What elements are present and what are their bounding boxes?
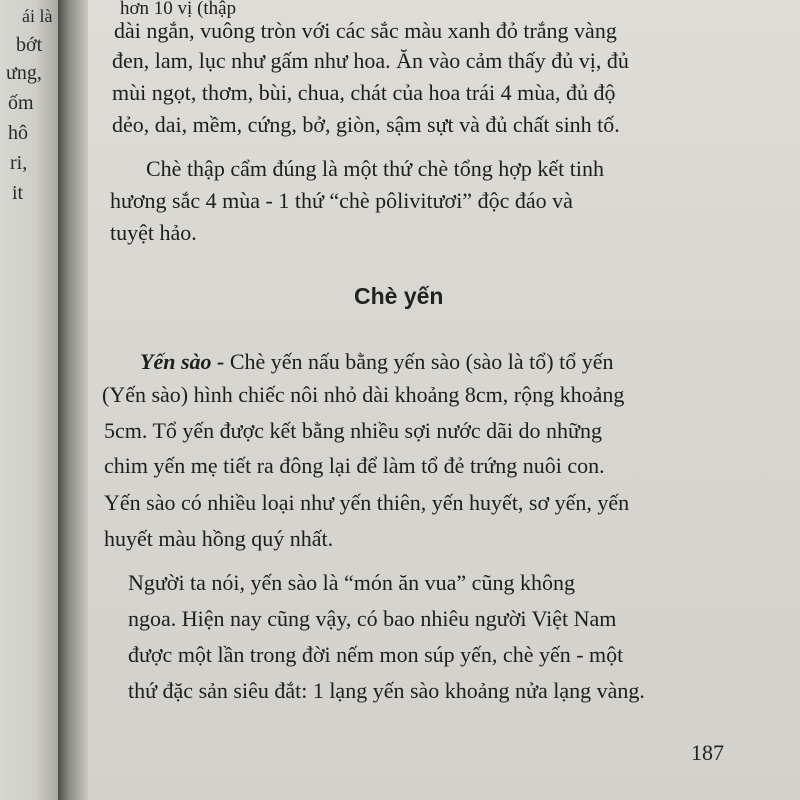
- text-line: (Yến sào) hình chiếc nôi nhỏ dài khoảng 8cm, rộng khoảng: [102, 382, 625, 407]
- page-number: 187: [691, 740, 724, 765]
- left-page-fragment: bớt: [16, 34, 43, 56]
- text-line: Người ta nói, yến sào là “món ăn vua” cũng không: [128, 570, 575, 595]
- term-lead: Yến sào -: [140, 349, 225, 374]
- text-line: tuyệt hảo.: [110, 220, 197, 245]
- left-page-fragment: ưng,: [6, 62, 42, 84]
- text-line: dẻo, dai, mềm, cứng, bở, giòn, sậm sựt và đủ chất sinh tố.: [112, 112, 620, 137]
- left-page-fragment: ri,: [10, 152, 28, 174]
- left-page-fragment: ốm: [8, 92, 34, 114]
- text-line: Yến sào có nhiều loại như yến thiên, yến huyết, sơ yến, yến: [104, 490, 630, 515]
- text-line: huyết màu hồng quý nhất.: [104, 526, 334, 551]
- left-page: [0, 0, 58, 800]
- text-line: Chè thập cẩm đúng là một thứ chè tổng hợp kết tinh: [146, 156, 604, 181]
- text-line: chim yến mẹ tiết ra đông lại để làm tổ đẻ trứng nuôi con.: [104, 453, 605, 478]
- book-gutter: [58, 0, 88, 800]
- text-line: hơn 10 vị (thập: [120, 0, 237, 19]
- text-line: 5cm. Tổ yến được kết bằng nhiều sợi nước dãi do những: [104, 418, 602, 443]
- text-line: ngoa. Hiện nay cũng vậy, có bao nhiêu người Việt Nam: [128, 606, 617, 631]
- text-line: được một lần trong đời nếm mon súp yến, chè yến - một: [128, 642, 624, 667]
- left-page-fragment: hô: [8, 122, 28, 144]
- left-page-fragment: ái là: [22, 6, 53, 26]
- section-heading: Chè yến: [354, 283, 444, 309]
- text-line: hương sắc 4 mùa - 1 thứ “chè pôlivitươi” độc đáo và: [110, 188, 573, 213]
- text-line: mùi ngọt, thơm, bùi, chua, chát của hoa trái 4 mùa, đủ độ: [112, 80, 616, 105]
- text-line: thứ đặc sản siêu đắt: 1 lạng yến sào khoảng nửa lạng vàng.: [128, 678, 645, 703]
- text-line: [140, 349, 614, 375]
- text-line: dài ngắn, vuông tròn với các sắc màu xanh đỏ trắng vàng: [114, 18, 617, 43]
- text-line: đen, lam, lục như gấm như hoa. Ăn vào cảm thấy đủ vị, đủ: [112, 48, 629, 73]
- left-page-fragment: it: [12, 182, 24, 204]
- text-line-rest: Chè yến nấu bằng yến sào (sào là tổ) tổ yến: [224, 349, 614, 374]
- right-page: [88, 0, 800, 800]
